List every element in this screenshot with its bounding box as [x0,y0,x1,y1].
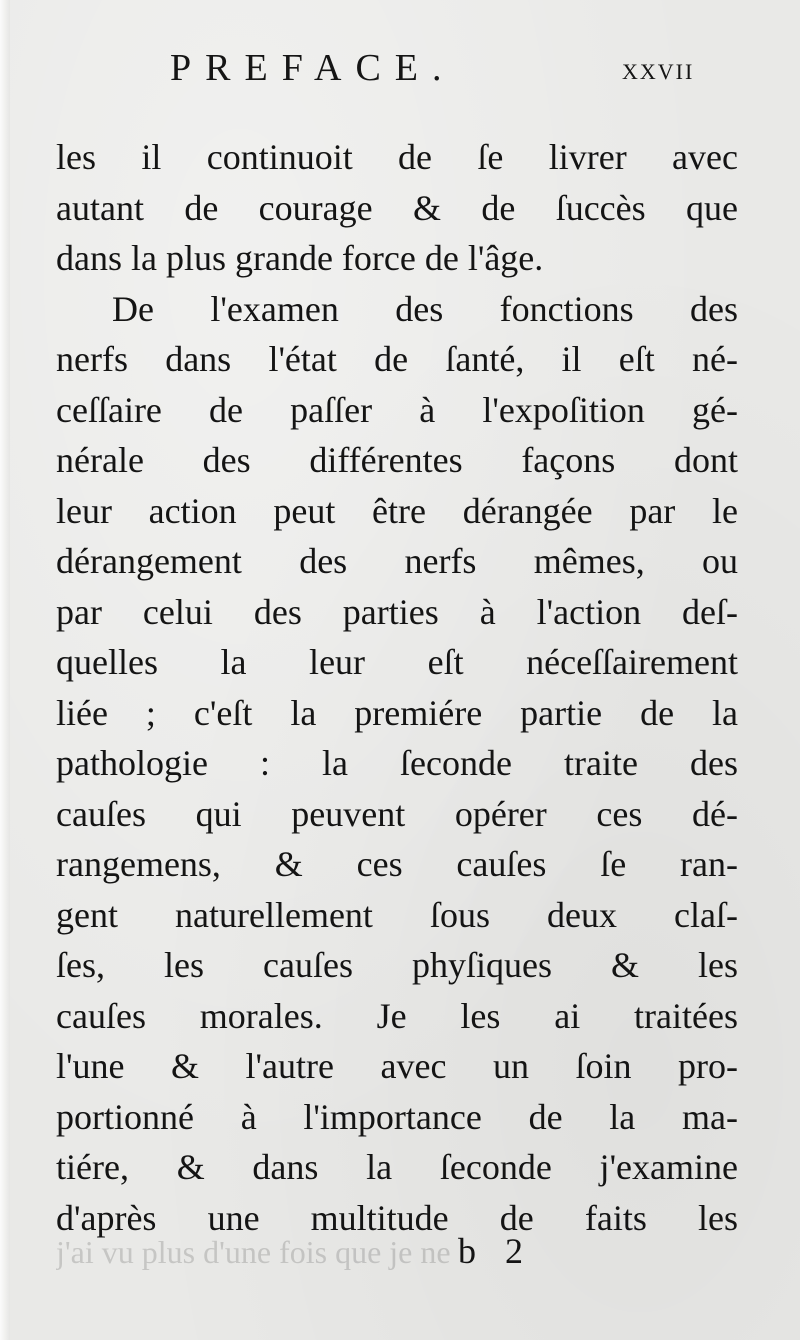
show-through-text: j'ai vu plus d'une fois que je ne [56,1234,451,1270]
text-line: nerfs dans l'état de ſanté, il eſt né- [56,339,738,379]
text-line: ſes, les cauſes phyſiques & les [56,945,738,985]
text-line: dérangement des nerfs mêmes, ou [56,541,738,581]
text-line: par celui des parties à l'action deſ- [56,591,738,632]
text-line: quelles la leur eſt néceſſairement [56,642,738,682]
text-line: leur action peut être dérangée par le [56,490,738,531]
text-line: ceſſaire de paſſer à l'expoſition gé- [56,389,738,430]
page-number: xxvii [622,50,695,86]
text-line: gent naturellement ſous deux claſ- [56,894,738,935]
text-line: autant de courage & de ſuccès que [56,187,738,228]
text-line: portionné à l'importance de la ma- [56,1096,738,1137]
text-line: cauſes qui peuvent opérer ces dé- [56,793,738,834]
text-line: liée ; c'eſt la premiére partie de la [56,692,738,733]
text-line: rangemens, & ces cauſes ſe ran- [56,844,738,884]
signature-mark: b 2 [458,1231,533,1271]
text-line: d'après une multitude de faits les [56,1197,738,1238]
text-line: l'une & l'autre avec un ſoin pro- [56,1046,738,1086]
text-line: pathologie : la ſeconde traite des [56,743,738,783]
text-line: dans la plus grande force de l'âge. [56,238,544,278]
text-line: tiére, & dans la ſeconde j'examine [56,1147,738,1187]
text-line: nérale des différentes façons dont [56,440,738,480]
body-text [56,132,738,1243]
page-edge [0,0,10,1340]
running-title: PREFACE. [170,47,456,89]
page-header [0,46,800,96]
text-line: De l'examen des fonctions des [112,288,738,329]
text-line: cauſes morales. Je les ai traitées [56,995,738,1036]
text-line: les il continuoit de ſe livrer avec [56,137,738,177]
